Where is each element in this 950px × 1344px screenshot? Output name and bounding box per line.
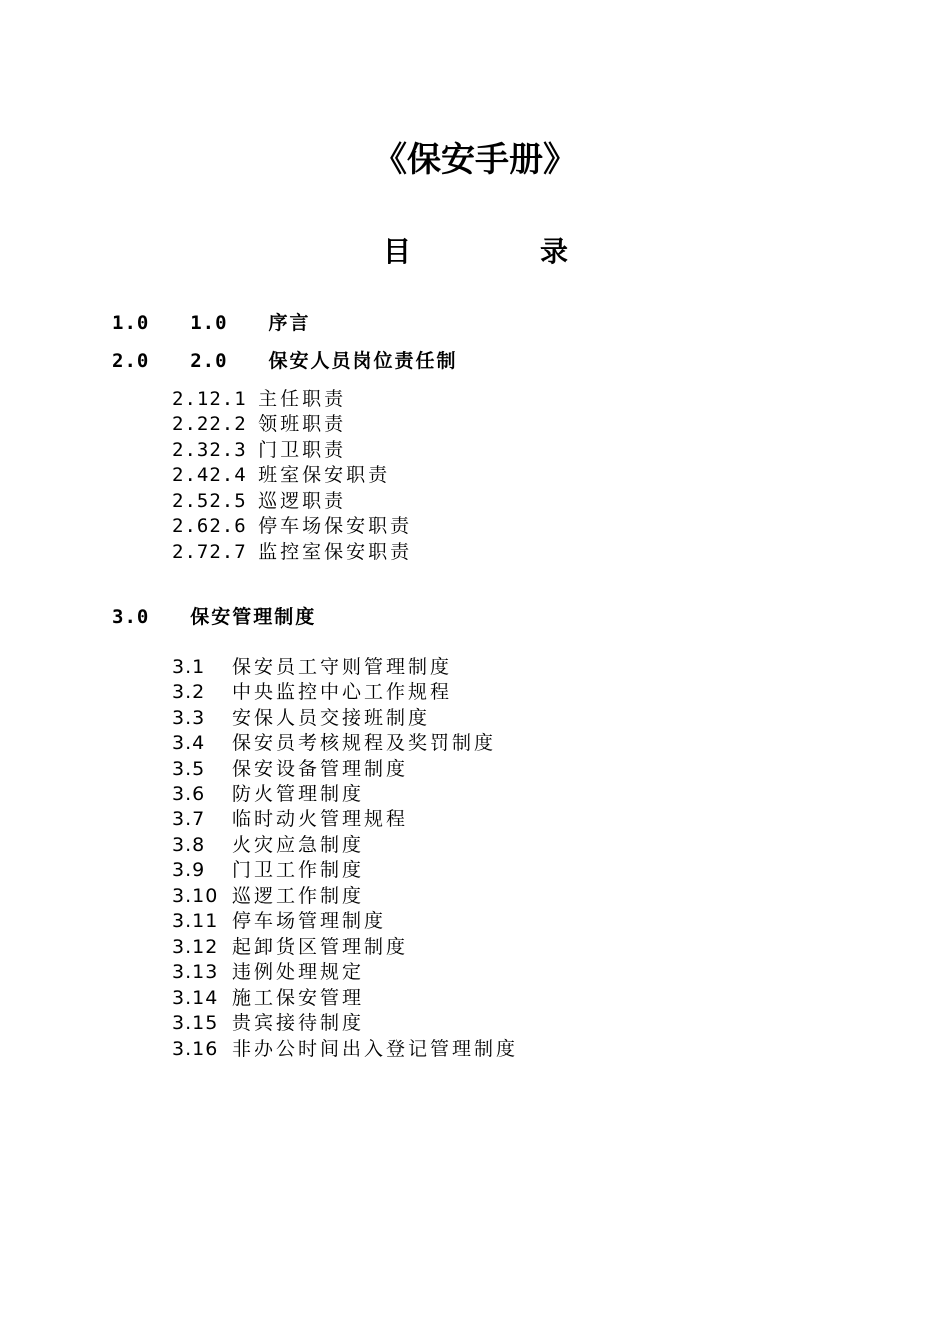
toc-heading [0, 230, 950, 274]
toc-item-number: 3.13 [172, 961, 219, 983]
toc-heading-char-2: 录 [540, 235, 569, 268]
toc-item [172, 730, 496, 756]
toc-item-number: 3.4 [172, 732, 206, 754]
toc-item-title: 临时动火管理规程 [232, 808, 409, 830]
toc-item-title: 监控室保安职责 [258, 541, 413, 563]
toc-item [172, 985, 364, 1011]
toc-item [172, 1010, 364, 1036]
toc-item-title: 停车场保安职责 [258, 515, 413, 537]
toc-item [172, 857, 364, 883]
toc-item-title: 门卫工作制度 [232, 859, 365, 881]
toc-item-number: 3.10 [172, 885, 219, 907]
toc-item-title: 中央监控中心工作规程 [232, 681, 453, 703]
toc-item [172, 806, 408, 832]
toc-item [172, 679, 452, 705]
toc-item-title: 班室保安职责 [258, 464, 391, 486]
toc-section-title: 保安人员岗位责任制 [268, 350, 458, 372]
toc-item [172, 705, 430, 731]
toc-item-number: 2.52.5 [172, 490, 247, 512]
toc-item-title: 起卸货区管理制度 [232, 936, 409, 958]
toc-item-title: 安保人员交接班制度 [232, 707, 431, 729]
toc-item-title: 施工保安管理 [232, 987, 365, 1009]
toc-item [172, 832, 364, 858]
toc-item-title: 非办公时间出入登记管理制度 [232, 1038, 519, 1060]
toc-item-title: 防火管理制度 [232, 783, 365, 805]
toc-item [172, 756, 408, 782]
toc-item-title: 领班职责 [258, 413, 347, 435]
toc-section-number-repeat: 1.0 [190, 312, 228, 334]
toc-item-number: 2.72.7 [172, 541, 247, 563]
toc-item-title: 违例处理规定 [232, 961, 365, 983]
toc-item-title: 巡逻工作制度 [232, 885, 365, 907]
toc-item-number: 3.7 [172, 808, 206, 830]
toc-item-number: 3.1 [172, 656, 206, 678]
toc-item-number: 3.15 [172, 1012, 219, 1034]
toc-item [172, 462, 390, 488]
toc-item-number: 3.16 [172, 1038, 219, 1060]
toc-item-title: 停车场管理制度 [232, 910, 387, 932]
toc-item-title: 门卫职责 [258, 439, 347, 461]
toc-section-number: 1.0 [112, 312, 150, 334]
toc-section-title: 保安管理制度 [190, 606, 317, 628]
toc-item [172, 908, 386, 934]
toc-item [172, 513, 412, 539]
toc-item [172, 883, 364, 909]
toc-item [172, 654, 452, 680]
toc-item-number: 3.5 [172, 758, 206, 780]
toc-section-2 [112, 348, 457, 374]
toc-item-title: 火灾应急制度 [232, 834, 365, 856]
toc-item-title: 主任职责 [258, 388, 347, 410]
toc-item-number: 3.9 [172, 859, 206, 881]
toc-section-title: 序言 [268, 312, 311, 334]
toc-item-number: 2.42.4 [172, 464, 247, 486]
toc-item [172, 934, 408, 960]
document-title: 《保安手册》 [373, 140, 577, 180]
toc-section-1 [112, 310, 310, 336]
toc-item [172, 411, 346, 437]
toc-item-title: 贵宾接待制度 [232, 1012, 365, 1034]
toc-item-number: 2.62.6 [172, 515, 247, 537]
toc-item [172, 386, 346, 412]
toc-section-number: 3.0 [112, 606, 150, 628]
toc-heading-char-1: 目 [383, 235, 412, 268]
toc-item-number: 2.32.3 [172, 439, 247, 461]
toc-item-title: 巡逻职责 [258, 490, 347, 512]
toc-item [172, 1036, 518, 1062]
toc-item-number: 2.12.1 [172, 388, 247, 410]
toc-item-number: 3.3 [172, 707, 206, 729]
toc-item-number: 3.2 [172, 681, 206, 703]
toc-item-number: 3.8 [172, 834, 206, 856]
toc-item-title: 保安员工守则管理制度 [232, 656, 453, 678]
toc-section-3 [112, 604, 316, 630]
toc-item [172, 539, 412, 565]
toc-item-number: 2.22.2 [172, 413, 247, 435]
toc-item-title: 保安设备管理制度 [232, 758, 409, 780]
toc-item-number: 3.12 [172, 936, 219, 958]
toc-section-number: 2.0 [112, 350, 150, 372]
toc-item [172, 959, 364, 985]
toc-item-number: 3.11 [172, 910, 219, 932]
toc-item [172, 781, 364, 807]
toc-section-number-repeat: 2.0 [190, 350, 228, 372]
toc-item [172, 488, 346, 514]
toc-item [172, 437, 346, 463]
toc-item-number: 3.6 [172, 783, 206, 805]
toc-item-number: 3.14 [172, 987, 219, 1009]
toc-item-title: 保安员考核规程及奖罚制度 [232, 732, 497, 754]
